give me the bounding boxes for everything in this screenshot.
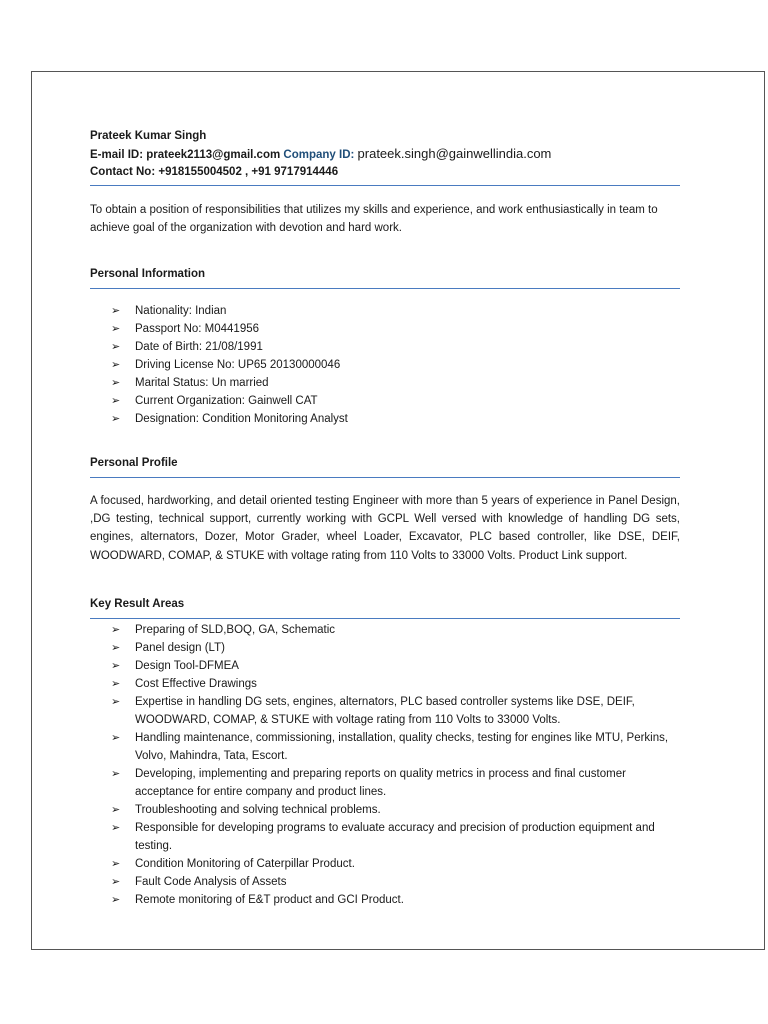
bullet-arrow-icon: ➢ — [111, 623, 121, 636]
bullet-arrow-icon: ➢ — [111, 305, 121, 317]
personal-information-item — [90, 338, 680, 356]
contact-line — [90, 164, 680, 181]
personal-information-heading — [90, 266, 680, 289]
key-result-area-item — [90, 729, 680, 765]
bullet-arrow-icon: ➢ — [111, 731, 121, 744]
objective-text: To obtain a position of responsibilities that utilizes my skills and experience, and work enthusiastically in team to achieve goal of the organization with devotion and hard work. — [90, 204, 658, 234]
company-id-value[interactable]: prateek.singh@gainwellindia.com — [357, 146, 552, 161]
key-result-areas-heading — [90, 596, 680, 619]
personal-information-list — [90, 302, 680, 428]
contact-value: +918155004502 , +91 9717914446 — [158, 166, 339, 178]
personal-information-item-text: Designation: Condition Monitoring Analyst — [135, 413, 348, 425]
key-result-area-item-text: Preparing of SLD,BOQ, GA, Schematic — [135, 623, 336, 636]
personal-information-item — [90, 320, 680, 338]
personal-information-item-text: Driving License No: UP65 20130000046 — [135, 359, 341, 371]
email-label: E-mail ID: — [90, 149, 144, 161]
key-result-area-item — [90, 873, 680, 891]
personal-profile-heading — [90, 455, 680, 478]
key-result-area-item — [90, 819, 680, 855]
personal-information-item — [90, 356, 680, 374]
bullet-arrow-icon: ➢ — [111, 395, 121, 407]
key-result-area-item — [90, 891, 680, 909]
personal-information-item — [90, 410, 680, 428]
key-result-areas-title: Key Result Areas — [90, 597, 185, 610]
bullet-arrow-icon: ➢ — [111, 767, 121, 780]
personal-information-title: Personal Information — [90, 268, 206, 280]
key-result-area-item — [90, 657, 680, 675]
bullet-arrow-icon: ➢ — [111, 695, 121, 708]
personal-information-item-text: Passport No: M0441956 — [135, 323, 260, 335]
key-result-area-item-text: Fault Code Analysis of Assets — [135, 875, 287, 888]
personal-information-item-text: Date of Birth: 21/08/1991 — [135, 341, 263, 353]
key-result-area-item — [90, 765, 680, 801]
bullet-arrow-icon: ➢ — [111, 677, 121, 690]
key-result-area-item-text: Responsible for developing programs to evaluate accuracy and precision of production equipment and testing. — [135, 821, 655, 852]
contact-header — [90, 128, 680, 186]
personal-information-item — [90, 374, 680, 392]
key-result-area-item — [90, 639, 680, 657]
personal-information-item — [90, 392, 680, 410]
key-result-area-item-text: Expertise in handling DG sets, engines, alternators, PLC based controller systems like DSE, DEIF, WOODWARD, COMAP, & STUKE with voltage rating from 110 Volts to 33000 Volts. — [135, 695, 635, 726]
bullet-arrow-icon: ➢ — [111, 323, 121, 335]
key-result-area-item-text: Cost Effective Drawings — [135, 677, 257, 690]
bullet-arrow-icon: ➢ — [111, 821, 121, 834]
key-result-area-item — [90, 675, 680, 693]
company-id-label: Company ID: — [283, 149, 355, 161]
bullet-arrow-icon: ➢ — [111, 413, 121, 425]
bullet-arrow-icon: ➢ — [111, 893, 121, 906]
bullet-arrow-icon: ➢ — [111, 875, 121, 888]
key-result-area-item-text: Handling maintenance, commissioning, installation, quality checks, testing for engines like MTU, Perkins, Volvo, Mahindra, Tata, Escort. — [135, 731, 669, 762]
bullet-arrow-icon: ➢ — [111, 641, 121, 654]
key-result-area-item — [90, 693, 680, 729]
key-result-area-item-text: Developing, implementing and preparing reports on quality metrics in process and final customer acceptance for entire company and product lines. — [135, 767, 626, 798]
personal-profile-title: Personal Profile — [90, 457, 178, 469]
resume-content — [90, 128, 680, 909]
key-result-areas-list — [90, 621, 680, 909]
bullet-arrow-icon: ➢ — [111, 659, 121, 672]
bullet-arrow-icon: ➢ — [111, 857, 121, 870]
key-result-area-item-text: Design Tool-DFMEA — [135, 659, 239, 672]
personal-information-item — [90, 302, 680, 320]
email-line — [90, 145, 680, 164]
key-result-area-item-text: Troubleshooting and solving technical problems. — [135, 803, 381, 816]
resume-page — [31, 71, 765, 950]
bullet-arrow-icon: ➢ — [111, 377, 121, 389]
personal-information-item-text: Marital Status: Un married — [135, 377, 269, 389]
contact-label: Contact No: — [90, 166, 156, 178]
key-result-area-item — [90, 855, 680, 873]
key-result-area-item-text: Remote monitoring of E&T product and GCI Product. — [135, 893, 404, 906]
candidate-name: Prateek Kumar Singh — [90, 130, 207, 142]
email-value[interactable]: prateek2113@gmail.com — [146, 149, 281, 161]
bullet-arrow-icon: ➢ — [111, 359, 121, 371]
key-result-area-item — [90, 801, 680, 819]
key-result-area-item-text: Panel design (LT) — [135, 641, 225, 654]
personal-information-item-text: Nationality: Indian — [135, 305, 227, 317]
key-result-area-item — [90, 621, 680, 639]
bullet-arrow-icon: ➢ — [111, 341, 121, 353]
personal-profile-text: A focused, hardworking, and detail oriented testing Engineer with more than 5 years of experience in Panel Design, ,DG testing, technical support, currently working with GCPL Well versed with knowledge of handling DG sets, engines, alternators, Dozer, Motor Grader, wheel Loader, Excavator, PLC based controller, like DSE, DEIF, WOODWARD, COMAP, & STUKE with voltage rating from 110 Volts to 33000 Volts. Product Link support. — [90, 495, 680, 562]
personal-information-item-text: Current Organization: Gainwell CAT — [135, 395, 318, 407]
bullet-arrow-icon: ➢ — [111, 803, 121, 816]
key-result-area-item-text: Condition Monitoring of Caterpillar Product. — [135, 857, 355, 870]
